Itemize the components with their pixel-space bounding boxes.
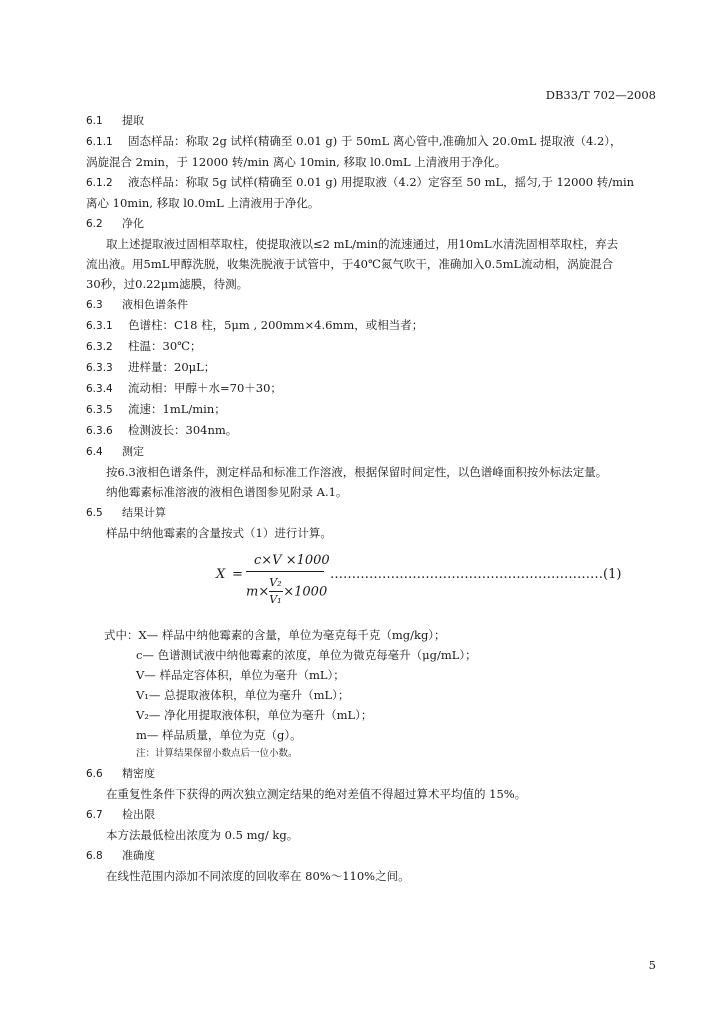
section-6-1-heading bbox=[86, 110, 656, 131]
variable-symbol: c— bbox=[136, 648, 154, 662]
section-number: 6.5 bbox=[86, 507, 103, 519]
paragraph-line: 按6.3液相色谱条件，测定样品和标准工作溶液，根据保留时间定性，以色谱峰面积按外标法定量。 bbox=[106, 465, 608, 479]
section-title: 液相色谱条件 bbox=[122, 298, 188, 311]
formula-sub-fraction bbox=[269, 575, 283, 609]
section-number: 6.1.2 bbox=[86, 177, 113, 189]
variable-row bbox=[86, 725, 656, 745]
section-number: 6.8 bbox=[86, 850, 103, 862]
list-item bbox=[86, 357, 656, 378]
variable-row bbox=[86, 645, 656, 665]
list-item bbox=[86, 315, 656, 336]
section-title: 检出限 bbox=[122, 808, 155, 821]
variable-desc: 净化用提取液体积，单位为毫升（mL）； bbox=[160, 708, 373, 722]
section-6-5-heading bbox=[86, 502, 656, 523]
variable-row bbox=[86, 685, 656, 705]
document-code: DB33/T 702—2008 bbox=[545, 88, 656, 102]
formula-den-pre: m× bbox=[246, 584, 270, 600]
section-number: 6.1 bbox=[86, 115, 103, 127]
variable-symbol: V₁— bbox=[136, 688, 161, 702]
page-number: 5 bbox=[648, 958, 656, 972]
paragraph-line: 涡旋混合 2min，于 12000 转/min 离心 10min, 移取 l0.0mL 上清液用于净化。 bbox=[86, 155, 507, 169]
variable-desc: 样品中纳他霉素的含量，单位为毫克每千克（mg/kg）； bbox=[158, 628, 446, 642]
paragraph-line: 液态样品：称取 5g 试样(精确至 0.01 g) 用提取液（4.2）定容至 50 mL，摇匀,于 12000 转/min bbox=[128, 175, 635, 189]
variable-definitions bbox=[86, 625, 656, 763]
variable-row bbox=[86, 705, 656, 725]
formula-numerator: c×V ×1000 bbox=[254, 553, 330, 568]
paragraph-line: 取上述提取液过固相萃取柱，使提取液以≤2 mL/min的流速通过，用10mL水清洗固相萃取柱，弃去 bbox=[106, 237, 619, 251]
section-6-7-heading bbox=[86, 804, 656, 825]
section-number: 6.3.6 bbox=[86, 425, 113, 437]
section-number: 6.6 bbox=[86, 768, 103, 780]
variable-desc: 色谱测试液中纳他霉素的浓度，单位为微克每毫升（μg/mL）； bbox=[153, 648, 477, 662]
variable-symbol: V— bbox=[136, 668, 156, 682]
list-item-text: 检测波长：304nm。 bbox=[128, 423, 238, 437]
list-item bbox=[86, 420, 656, 441]
variable-desc: 总提取液体积，单位为毫升（mL）； bbox=[160, 688, 350, 702]
section-6-3-heading bbox=[86, 294, 656, 315]
section-number: 6.3.2 bbox=[86, 341, 113, 353]
section-6-2-heading bbox=[86, 213, 656, 234]
variable-row bbox=[86, 625, 656, 645]
paragraph-line: 纳他霉素标准溶液的液相色谱图参见附录 A.1。 bbox=[106, 485, 348, 499]
section-number: 6.3.4 bbox=[86, 383, 113, 395]
list-item-text: 柱温：30℃； bbox=[128, 339, 202, 353]
section-title: 提取 bbox=[122, 114, 144, 127]
variable-desc: 样品定容体积，单位为毫升（mL）； bbox=[155, 668, 345, 682]
variable-symbol: m— bbox=[136, 728, 159, 742]
paragraph-line: 样品中纳他霉素的含量按式（1）进行计算。 bbox=[106, 526, 332, 540]
paragraph-line: 固态样品：称取 2g 试样(精确至 0.01 g) 于 50mL 离心管中,准确加入 20.0mL 提取液（4.2）， bbox=[128, 134, 622, 148]
formula-dots-number: ………………………………………………………(1) bbox=[330, 567, 622, 582]
formula-denominator bbox=[246, 575, 327, 609]
paragraph-line: 离心 10min, 移取 l0.0mL 上清液用于净化。 bbox=[86, 196, 320, 210]
section-number: 6.3.5 bbox=[86, 404, 113, 416]
variable-symbol: 式中：X— bbox=[104, 628, 159, 642]
paragraph-line: 在线性范围内添加不同浓度的回收率在 80%～110%之间。 bbox=[106, 869, 410, 883]
section-number: 6.7 bbox=[86, 809, 103, 821]
formula-sub-top: V₂ bbox=[269, 576, 282, 589]
list-item-text: 色谱柱：C18 柱，5μm , 200mm×4.6mm，或相当者； bbox=[128, 318, 424, 332]
section-number: 6.1.1 bbox=[86, 136, 113, 148]
section-title: 测定 bbox=[122, 445, 144, 458]
section-number: 6.2 bbox=[86, 218, 103, 230]
variable-symbol: V₂— bbox=[136, 708, 161, 722]
section-title: 精密度 bbox=[122, 767, 155, 780]
section-6-1-2 bbox=[86, 172, 656, 193]
section-title: 净化 bbox=[122, 217, 144, 230]
list-item-text: 流动相：甲醇＋水=70＋30； bbox=[128, 381, 282, 395]
paragraph-line: 30秒，过0.22μm滤膜，待测。 bbox=[86, 277, 249, 291]
paragraph-line: 本方法最低检出浓度为 0.5 mg/ kg。 bbox=[106, 828, 299, 842]
section-6-1-1 bbox=[86, 131, 656, 152]
list-item-text: 进样量：20μL； bbox=[128, 360, 216, 374]
list-item bbox=[86, 399, 656, 420]
list-item bbox=[86, 378, 656, 399]
calculation-note: 注：计算结果保留小数点后一位小数。 bbox=[136, 748, 298, 759]
list-item-text: 流速：1mL/min； bbox=[128, 402, 226, 416]
paragraph-line: 在重复性条件下获得的两次独立测定结果的绝对差值不得超过算术平均值的 15%。 bbox=[106, 787, 527, 801]
variable-desc: 样品质量，单位为克（g）。 bbox=[158, 728, 302, 742]
document-body bbox=[86, 110, 656, 886]
formula-lhs: X bbox=[216, 567, 226, 582]
section-number: 6.4 bbox=[86, 446, 103, 458]
section-6-6-heading bbox=[86, 763, 656, 784]
section-6-8-heading bbox=[86, 845, 656, 866]
formula-1 bbox=[86, 551, 656, 619]
variable-row bbox=[86, 665, 656, 685]
section-title: 结果计算 bbox=[122, 506, 166, 519]
formula-equals: = bbox=[232, 567, 243, 582]
formula-sub-bottom: V₁ bbox=[269, 593, 282, 606]
paragraph-line: 流出液。用5mL甲醇洗脱，收集洗脱液于试管中，于40℃氮气吹干，准确加入0.5mL流动相，涡旋混合 bbox=[86, 257, 614, 271]
section-number: 6.3.3 bbox=[86, 362, 113, 374]
list-item bbox=[86, 336, 656, 357]
section-title: 准确度 bbox=[122, 849, 155, 862]
formula-den-post: ×1000 bbox=[283, 584, 328, 600]
section-6-4-heading bbox=[86, 441, 656, 462]
section-number: 6.3.1 bbox=[86, 320, 113, 332]
section-number: 6.3 bbox=[86, 299, 103, 311]
formula-fraction-bar bbox=[246, 571, 324, 572]
